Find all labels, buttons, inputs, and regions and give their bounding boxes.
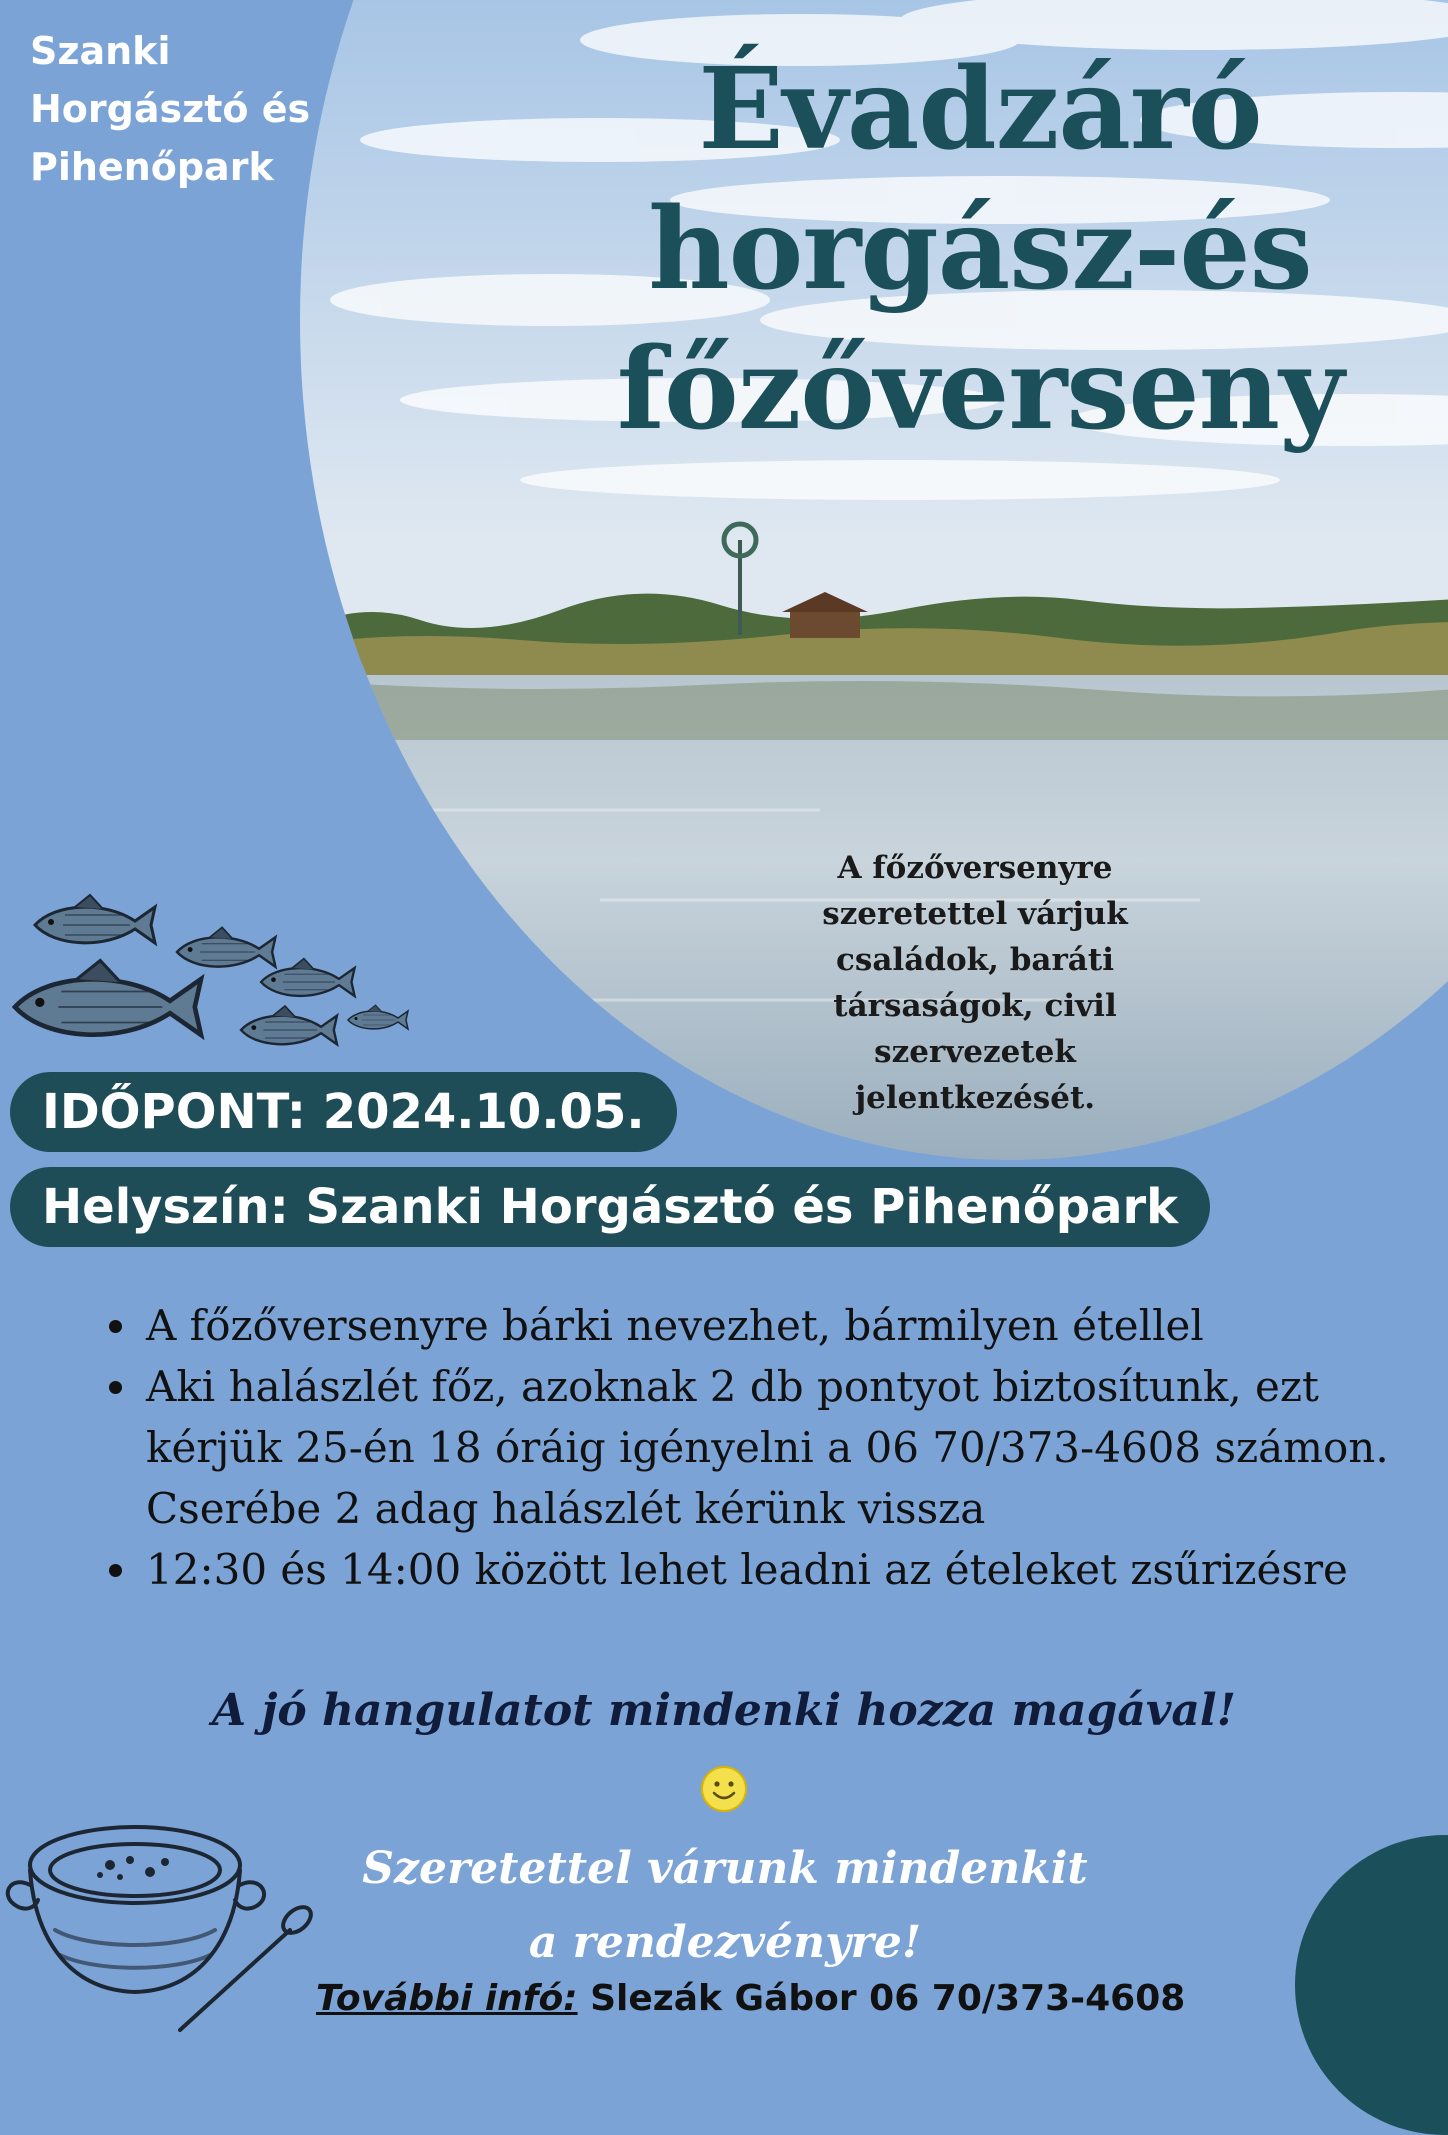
event-title-line: főzőverseny xyxy=(616,324,1344,455)
invitation-line: jelentkezését. xyxy=(854,1080,1096,1116)
decorative-circle xyxy=(1295,1835,1448,2135)
fish-icon xyxy=(241,1006,337,1044)
fish-icon xyxy=(15,961,201,1035)
invitation-line: családok, baráti xyxy=(836,942,1114,978)
event-location-badge: Helyszín: Szanki Horgásztó és Pihenőpark xyxy=(10,1167,1210,1247)
invitation-line: A főzőversenyre xyxy=(837,850,1113,886)
soup-pot-icon xyxy=(0,1780,330,2048)
organizer-name-line: Szanki xyxy=(30,29,171,73)
contact-info xyxy=(316,1978,1216,2019)
organizer-name-line: Pihenőpark xyxy=(30,145,274,189)
invitation-line: szeretettel várjuk xyxy=(822,896,1128,932)
fish-icon xyxy=(348,1005,408,1029)
smiley-icon xyxy=(700,1765,748,1813)
fish-icon xyxy=(177,927,275,966)
invitation-line: szervezetek xyxy=(874,1034,1076,1070)
invitation-text xyxy=(790,845,1160,1121)
event-title-line: Évadzáró xyxy=(698,44,1262,175)
mood-text: A jó hangulatot mindenki hozza magával! xyxy=(212,1685,1236,1736)
event-title xyxy=(570,40,1390,460)
list-item: • Aki halászlét főz, azoknak 2 db pontyot biztosítunk, ezt kérjük 25-én 18 óráig igényelni a 06 70/373-4608 számon. Cserébe 2 adag halászlét kérünk vissza xyxy=(142,1356,1442,1539)
list-item: • A főzőversenyre bárki nevezhet, bármilyen étellel xyxy=(142,1295,1442,1356)
fish-icon xyxy=(35,895,155,943)
list-item: • 12:30 és 14:00 között lehet leadni az ételeket zsűrizésre xyxy=(142,1539,1442,1600)
invitation-line: társaságok, civil xyxy=(833,988,1117,1024)
event-date-badge: IDŐPONT: 2024.10.05. xyxy=(10,1072,677,1152)
organizer-name xyxy=(30,22,350,196)
organizer-name-line: Horgásztó és xyxy=(30,87,311,131)
contact-info-label: További infó: xyxy=(316,1978,578,2019)
contact-info-value: Slezák Gábor 06 70/373-4608 xyxy=(577,1978,1186,2019)
fish-school-icon xyxy=(5,880,425,1060)
event-title-line: horgász-és xyxy=(648,184,1312,315)
rules-list xyxy=(100,1295,1442,1600)
welcome-text: Szeretettel várunk mindenkit a rendezvényre! xyxy=(362,1843,1088,1968)
